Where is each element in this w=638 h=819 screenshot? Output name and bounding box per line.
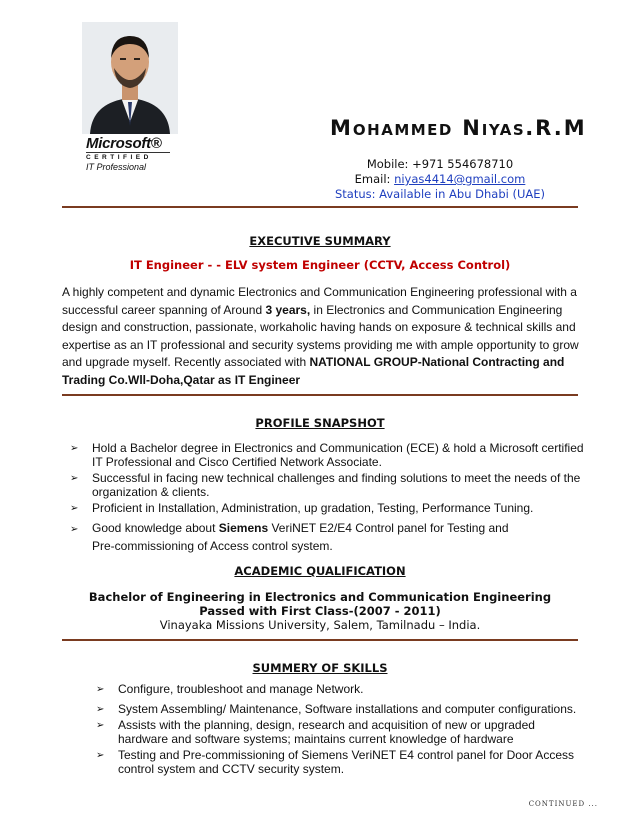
- role-title: IT Engineer - - ELV system Engineer (CCTV, Access Control): [129, 258, 511, 272]
- email-line: Email: niyas4414@gmail.com: [354, 172, 526, 186]
- list-item: ➢ Configure, troubleshoot and manage Network.: [96, 682, 364, 696]
- mobile-number: Mobile: +971 554678710: [366, 157, 514, 171]
- arrow-bullet-icon: ➢: [70, 443, 79, 454]
- divider: [62, 394, 578, 396]
- arrow-bullet-icon: ➢: [70, 503, 79, 515]
- arrow-bullet-icon: ➢: [96, 720, 105, 732]
- arrow-bullet-icon: ➢: [96, 684, 105, 695]
- divider: [62, 639, 578, 641]
- skills-list: [88, 683, 588, 780]
- list-item: ➢ Proficient in Installation, Administration, up gradation, Testing, Performance Tuning.: [70, 501, 534, 516]
- badge-brand: Microsoft®: [86, 135, 162, 152]
- academic-heading: ACADEMIC QUALIFICATION: [234, 564, 406, 578]
- list-item: ➢ Successful in facing new technical challenges and finding solutions to meet the needs of the organization & clients.: [70, 471, 581, 499]
- list-item: ➢ Good knowledge about Siemens VeriNET E2/E4 Control panel for Testing and Pre-commissioning of Access control system.: [70, 520, 509, 553]
- profile-list: [62, 442, 592, 558]
- divider: [62, 206, 578, 208]
- continued-label: CONTINUED ...: [528, 800, 598, 808]
- microsoft-certified-logo: [86, 136, 182, 172]
- profile-photo: [82, 22, 178, 134]
- degree-class: Passed with First Class-(2007 - 2011): [199, 604, 441, 618]
- badge-title: IT Professional: [86, 162, 147, 172]
- skills-heading: SUMMERY OF SKILLS: [252, 661, 388, 675]
- list-item: ➢ System Assembling/ Maintenance, Software installations and computer configurations.: [96, 701, 577, 716]
- degree: Bachelor of Engineering in Electronics and Communication Engineering: [88, 590, 552, 604]
- arrow-bullet-icon: ➢: [96, 703, 105, 715]
- list-item: ➢ Hold a Bachelor degree in Electronics and Communication (ECE) & hold a Microsoft certified IT Professional and Cisco Certified Network Associate.: [70, 441, 584, 469]
- email-link[interactable]: niyas4414@gmail.com: [394, 172, 526, 186]
- candidate-name: MOHAMMED NIYAS.R.M: [330, 116, 587, 140]
- list-item: ➢ Assists with the planning, design, research and acquisition of new or upgraded hardware and software systems; maintains current knowledge of hardware: [96, 718, 535, 746]
- executive-summary-heading: EXECUTIVE SUMMARY: [249, 234, 391, 248]
- arrow-bullet-icon: ➢: [96, 750, 105, 762]
- badge-certified: CERTIFIED: [86, 152, 170, 162]
- profile-snapshot-heading: PROFILE SNAPSHOT: [255, 416, 385, 430]
- arrow-bullet-icon: ➢: [70, 523, 79, 535]
- arrow-bullet-icon: ➢: [70, 473, 79, 485]
- list-item: ➢ Testing and Pre-commissioning of Siemens VeriNET E4 control panel for Door Access control system and CCTV security system.: [96, 748, 574, 776]
- university: Vinayaka Missions University, Salem, Tamilnadu – India.: [159, 618, 481, 632]
- status-line: Status: Available in Abu Dhabi (UAE): [335, 187, 545, 201]
- summary-paragraph: A highly competent and dynamic Electronics and Communication Engineering professional with a successful career spanning of Around 3 years, in Electronics and Communication Engineering design and construction, passionate, workaholic having hands on exposure & technical skills and expertise as an IT professional and security systems providing me with ample opportunity to grow and upgrade myself. Recently associated with NATIONAL GROUP-National Contracting and Trading Co.Wll-Doha,Qatar as IT Engineer: [62, 285, 579, 387]
